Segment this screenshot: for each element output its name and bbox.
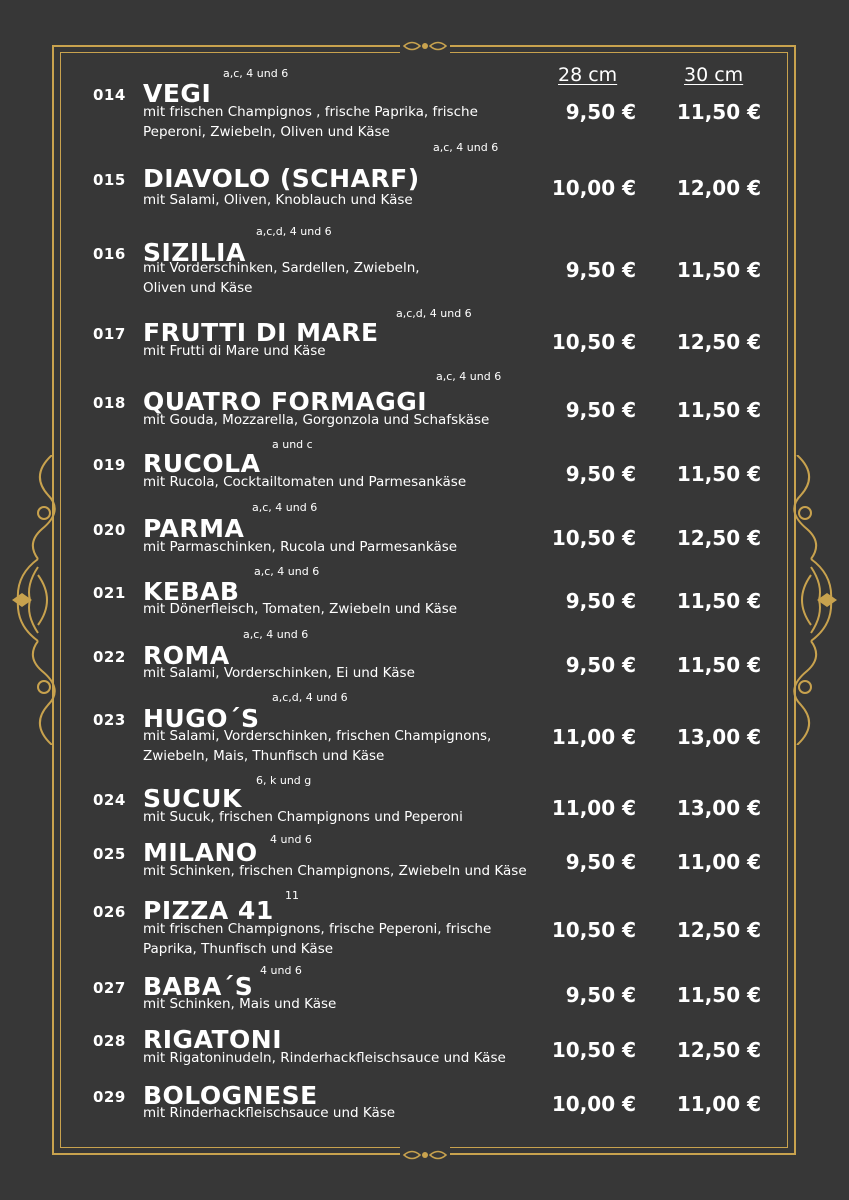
item-number: 019 bbox=[93, 456, 126, 474]
item-name: MILANO bbox=[143, 838, 258, 867]
price-30cm: 11,50 € bbox=[676, 983, 761, 1007]
price-28cm: 10,50 € bbox=[551, 330, 636, 354]
price-30cm: 12,50 € bbox=[676, 918, 761, 942]
item-name: BABA´S bbox=[143, 972, 254, 1001]
item-description-line: mit Salami, Oliven, Knoblauch und Käse bbox=[143, 192, 413, 208]
item-description bbox=[143, 994, 543, 1014]
item-name: QUATRO FORMAGGI bbox=[143, 387, 428, 416]
item-description bbox=[143, 861, 543, 881]
item-name: BOLOGNESE bbox=[143, 1081, 318, 1110]
price-28cm: 10,50 € bbox=[551, 1038, 636, 1062]
price-28cm: 10,50 € bbox=[551, 526, 636, 550]
item-description-line: mit frischen Champignons, frische Peperoni, frische bbox=[143, 921, 492, 937]
item-description bbox=[143, 919, 543, 959]
item-description-line: mit Rinderhackfleischsauce und Käse bbox=[143, 1105, 396, 1121]
top-ornament bbox=[400, 36, 450, 56]
item-name: ROMA bbox=[143, 641, 230, 670]
item-name: RUCOLA bbox=[143, 449, 261, 478]
price-30cm: 11,50 € bbox=[676, 398, 761, 422]
item-allergens: a,c,d, 4 und 6 bbox=[256, 225, 332, 238]
item-allergens: 4 und 6 bbox=[270, 833, 312, 846]
item-allergens: a,c, 4 und 6 bbox=[223, 67, 289, 80]
item-description bbox=[143, 341, 543, 361]
price-28cm: 10,00 € bbox=[551, 176, 636, 200]
item-description-line: mit Vorderschinken, Sardellen, Zwiebeln, bbox=[143, 260, 420, 276]
item-allergens: a,c,d, 4 und 6 bbox=[272, 691, 348, 704]
item-name: PARMA bbox=[143, 514, 245, 543]
item-allergens: a,c, 4 und 6 bbox=[243, 628, 309, 641]
price-28cm: 9,50 € bbox=[565, 983, 636, 1007]
item-description-line: mit Salami, Vorderschinken, frischen Champignons, bbox=[143, 728, 492, 744]
price-30cm: 11,00 € bbox=[676, 1092, 761, 1116]
item-description-line: mit Gouda, Mozzarella, Gorgonzola und Schafskäse bbox=[143, 412, 490, 428]
item-allergens: a,c, 4 und 6 bbox=[252, 501, 318, 514]
item-description-line: Peperoni, Zwiebeln, Oliven und Käse bbox=[143, 124, 390, 140]
item-description bbox=[143, 102, 543, 142]
item-number: 020 bbox=[93, 521, 126, 539]
item-description bbox=[143, 807, 543, 827]
item-description-line: mit Parmaschinken, Rucola und Parmesankäse bbox=[143, 539, 458, 555]
item-number: 027 bbox=[93, 979, 126, 997]
price-30cm: 12,50 € bbox=[676, 1038, 761, 1062]
item-name: DIAVOLO (SCHARF) bbox=[143, 164, 420, 193]
item-description bbox=[143, 599, 543, 619]
item-description-line: mit Frutti di Mare und Käse bbox=[143, 343, 326, 359]
item-number: 015 bbox=[93, 171, 126, 189]
header-30cm: 30 cm bbox=[684, 64, 744, 86]
item-name: KEBAB bbox=[143, 577, 240, 606]
item-description bbox=[143, 726, 543, 766]
left-side-ornament bbox=[8, 455, 68, 745]
item-number: 022 bbox=[93, 648, 126, 666]
price-28cm: 9,50 € bbox=[565, 653, 636, 677]
item-name: FRUTTI DI MARE bbox=[143, 318, 379, 347]
item-description-line: mit Schinken, frischen Champignons, Zwiebeln und Käse bbox=[143, 863, 527, 879]
item-description bbox=[143, 472, 543, 492]
price-30cm: 12,50 € bbox=[676, 330, 761, 354]
item-number: 024 bbox=[93, 791, 126, 809]
item-allergens: a,c, 4 und 6 bbox=[436, 370, 502, 383]
item-description-line: mit frischen Champignos , frische Paprika, frische bbox=[143, 104, 478, 120]
header-28cm: 28 cm bbox=[558, 64, 618, 86]
item-number: 023 bbox=[93, 711, 126, 729]
item-name: HUGO´S bbox=[143, 704, 260, 733]
item-number: 028 bbox=[93, 1032, 126, 1050]
right-side-ornament bbox=[781, 455, 841, 745]
price-28cm: 9,50 € bbox=[565, 462, 636, 486]
price-30cm: 13,00 € bbox=[676, 725, 761, 749]
item-name: VEGI bbox=[143, 79, 212, 108]
item-number: 021 bbox=[93, 584, 126, 602]
item-description bbox=[143, 410, 543, 430]
price-28cm: 9,50 € bbox=[565, 589, 636, 613]
price-28cm: 9,50 € bbox=[565, 850, 636, 874]
price-28cm: 9,50 € bbox=[565, 100, 636, 124]
item-description bbox=[143, 1103, 543, 1123]
item-number: 017 bbox=[93, 325, 126, 343]
item-allergens: a,c, 4 und 6 bbox=[254, 565, 320, 578]
item-description-line: Paprika, Thunfisch und Käse bbox=[143, 941, 334, 957]
price-30cm: 11,50 € bbox=[676, 653, 761, 677]
price-30cm: 11,50 € bbox=[676, 258, 761, 282]
item-description bbox=[143, 258, 543, 298]
item-description-line: mit Salami, Vorderschinken, Ei und Käse bbox=[143, 665, 415, 681]
price-30cm: 11,50 € bbox=[676, 100, 761, 124]
item-name: RIGATONI bbox=[143, 1025, 283, 1054]
item-name: SUCUK bbox=[143, 784, 242, 813]
item-number: 029 bbox=[93, 1088, 126, 1106]
price-28cm: 11,00 € bbox=[551, 725, 636, 749]
item-description-line: mit Rigatoninudeln, Rinderhackfleischsauce und Käse bbox=[143, 1050, 506, 1066]
price-30cm: 12,50 € bbox=[676, 526, 761, 550]
price-28cm: 10,50 € bbox=[551, 918, 636, 942]
item-name: PIZZA 41 bbox=[143, 896, 274, 925]
item-allergens: 4 und 6 bbox=[260, 964, 302, 977]
bottom-ornament bbox=[400, 1145, 450, 1165]
item-description bbox=[143, 663, 543, 683]
item-number: 014 bbox=[93, 86, 126, 104]
price-30cm: 11,00 € bbox=[676, 850, 761, 874]
item-number: 016 bbox=[93, 245, 126, 263]
item-number: 018 bbox=[93, 394, 126, 412]
price-28cm: 9,50 € bbox=[565, 398, 636, 422]
price-28cm: 9,50 € bbox=[565, 258, 636, 282]
item-name: SIZILIA bbox=[143, 238, 246, 267]
price-30cm: 11,50 € bbox=[676, 462, 761, 486]
item-number: 025 bbox=[93, 845, 126, 863]
item-description bbox=[143, 190, 543, 210]
price-28cm: 10,00 € bbox=[551, 1092, 636, 1116]
price-30cm: 13,00 € bbox=[676, 796, 761, 820]
item-description-line: mit Schinken, Mais und Käse bbox=[143, 996, 337, 1012]
item-allergens: a und c bbox=[272, 438, 313, 451]
price-30cm: 12,00 € bbox=[676, 176, 761, 200]
item-description-line: mit Sucuk, frischen Champignons und Peperoni bbox=[143, 809, 463, 825]
item-description-line: Zwiebeln, Mais, Thunfisch und Käse bbox=[143, 748, 385, 764]
item-number: 026 bbox=[93, 903, 126, 921]
price-28cm: 11,00 € bbox=[551, 796, 636, 820]
price-30cm: 11,50 € bbox=[676, 589, 761, 613]
item-description-line: mit Dönerfleisch, Tomaten, Zwiebeln und Käse bbox=[143, 601, 458, 617]
item-description bbox=[143, 1048, 543, 1068]
item-allergens: a,c,d, 4 und 6 bbox=[396, 307, 472, 320]
item-allergens: a,c, 4 und 6 bbox=[433, 141, 499, 154]
item-description-line: Oliven und Käse bbox=[143, 280, 253, 296]
item-description-line: mit Rucola, Cocktailtomaten und Parmesankäse bbox=[143, 474, 467, 490]
item-allergens: 6, k und g bbox=[256, 774, 312, 787]
item-allergens: 11 bbox=[285, 889, 299, 902]
item-description bbox=[143, 537, 543, 557]
